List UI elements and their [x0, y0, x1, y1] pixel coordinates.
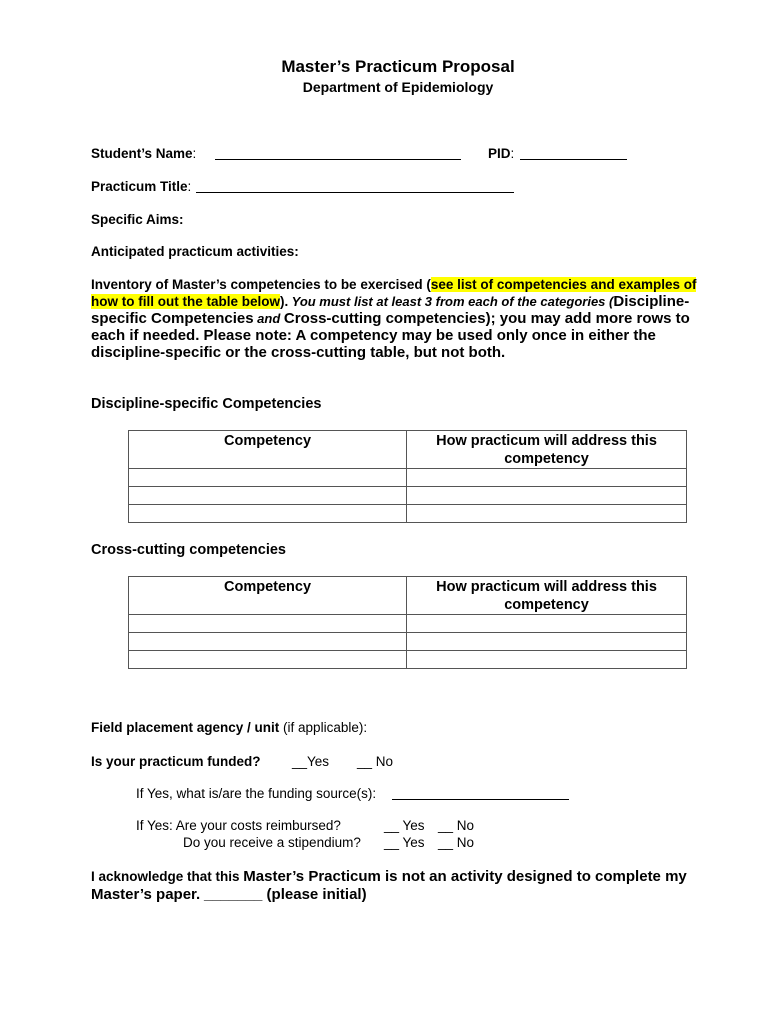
page-title: Master’s Practicum Proposal — [281, 57, 515, 76]
table-cell[interactable] — [407, 505, 687, 523]
reimbursed-yes-option[interactable]: __ Yes — [384, 818, 425, 833]
student-name-field[interactable] — [215, 147, 461, 160]
field-placement-row: Field placement agency / unit (if applicable): — [91, 720, 368, 735]
funded-yes-option[interactable]: __Yes — [292, 754, 330, 769]
student-name-label: Student’s Name — [91, 146, 193, 161]
pid-label: PID — [488, 146, 511, 161]
discipline-table — [128, 430, 687, 523]
funded-question: Is your practicum funded? — [91, 754, 261, 769]
table-cell[interactable] — [129, 505, 407, 523]
competency-list-link[interactable]: see list of competencies and examples of how to fill out the table below — [91, 277, 697, 309]
pid-row: PID: — [488, 146, 515, 161]
table-cell[interactable] — [129, 615, 407, 633]
practicum-title-label: Practicum Title — [91, 179, 188, 194]
stipendium-question: Do you receive a stipendium? — [183, 835, 361, 850]
table-cell[interactable] — [129, 469, 407, 487]
table-cell[interactable] — [129, 633, 407, 651]
acknowledgement: I acknowledge that this Master’s Practicum is not an activity designed to complete my Master’s paper. _______ (please initial) — [91, 868, 687, 903]
practicum-title-row: Practicum Title: — [91, 179, 192, 194]
pid-field[interactable] — [520, 147, 627, 160]
table-cell[interactable] — [129, 651, 407, 669]
discipline-col-how: How practicum will address this competency — [407, 431, 687, 469]
cross-col-competency: Competency — [129, 577, 407, 615]
inventory-paragraph: Inventory of Master’s competencies to be exercised (see list of competencies and examples of how to fill out the table below). You must list at least 3 from each of the categories (Discipline-specific Competencies and Cross-cutting competencies); you may add more rows to each if needed. Please note: A competency may be used only once in either the discipline-specific or the cross-cutting table, but not both. — [91, 277, 697, 361]
student-name-row: Student’s Name: — [91, 146, 197, 161]
discipline-heading: Discipline-specific Competencies — [91, 396, 322, 412]
anticipated-activities-label: Anticipated practicum activities: — [91, 244, 299, 259]
department-subtitle: Department of Epidemiology — [302, 79, 494, 95]
initial-field[interactable]: _______ — [203, 886, 263, 903]
reimbursed-question: If Yes: Are your costs reimbursed? — [136, 818, 341, 833]
discipline-col-competency: Competency — [129, 431, 407, 469]
table-cell[interactable] — [407, 487, 687, 505]
funding-source-field[interactable] — [392, 787, 569, 800]
table-cell[interactable] — [407, 469, 687, 487]
field-placement-label: Field placement agency / unit — [91, 720, 280, 735]
table-cell[interactable] — [407, 651, 687, 669]
stipendium-no-option[interactable]: __ No — [438, 835, 475, 850]
table-cell[interactable] — [407, 633, 687, 651]
table-cell[interactable] — [407, 615, 687, 633]
cross-cutting-heading: Cross-cutting competencies — [91, 542, 286, 558]
table-cell[interactable] — [129, 487, 407, 505]
cross-col-how: How practicum will address this competency — [407, 577, 687, 615]
funding-source-question: If Yes, what is/are the funding source(s): — [136, 786, 377, 801]
stipendium-yes-option[interactable]: __ Yes — [384, 835, 425, 850]
practicum-title-field[interactable] — [196, 180, 514, 193]
specific-aims-label: Specific Aims: — [91, 212, 184, 227]
reimbursed-no-option[interactable]: __ No — [438, 818, 475, 833]
funded-no-option[interactable]: __ No — [357, 754, 394, 769]
cross-cutting-table — [128, 576, 687, 669]
